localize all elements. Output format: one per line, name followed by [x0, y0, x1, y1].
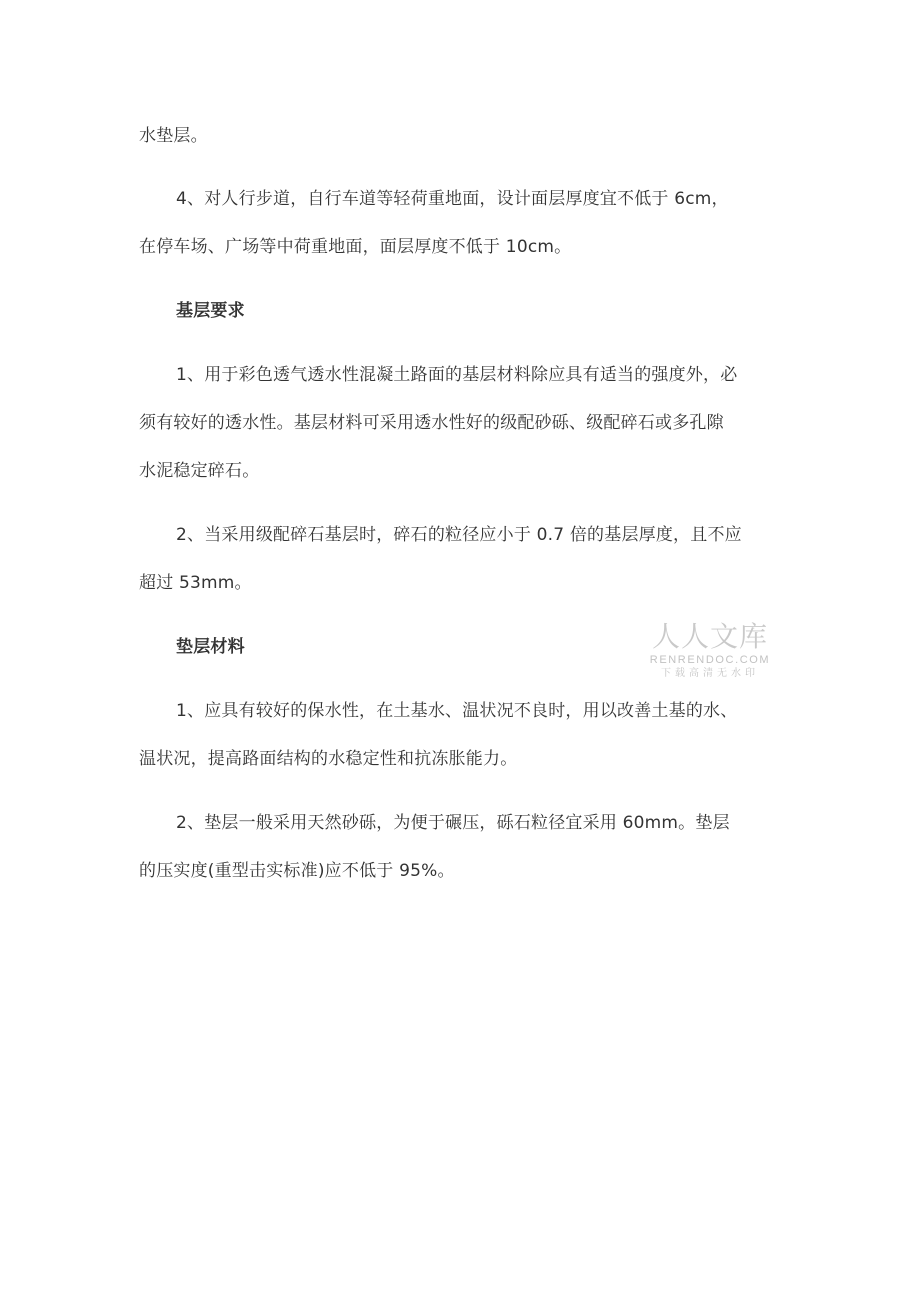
watermark: [647, 620, 773, 681]
watermark-logo: 人人文库: [651, 620, 768, 653]
paragraph-line: 4、对人行步道，自行车道等轻荷重地面，设计面层厚度宜不低于 6cm，: [176, 189, 729, 209]
paragraph-line: 的压实度(重型击实标准)应不低于 95%。: [139, 861, 455, 881]
paragraph-line: 1、用于彩色透气透水性混凝土路面的基层材料除应具有适当的强度外，必: [176, 365, 738, 385]
paragraph-line: 水泥稳定碎石。: [139, 461, 260, 481]
paragraph-line: 2、当采用级配碎石基层时，碎石的粒径应小于 0.7 倍的基层厚度，且不应: [176, 525, 742, 545]
paragraph-line: 在停车场、广场等中荷重地面，面层厚度不低于 10cm。: [139, 237, 572, 257]
watermark-slogan: 下载高清无水印: [661, 668, 759, 679]
paragraph-line: 2、垫层一般采用天然砂砾，为便于碾压，砾石粒径宜采用 60mm。垫层: [176, 813, 730, 833]
paragraph-line: 超过 53mm。: [139, 573, 252, 593]
paragraph-line: 须有较好的透水性。基层材料可采用透水性好的级配砂砾、级配碎石或多孔隙: [139, 413, 724, 433]
paragraph-line: 温状况，提高路面结构的水稳定性和抗冻胀能力。: [139, 749, 518, 769]
watermark-domain: RENRENDOC.COM: [649, 654, 771, 666]
paragraph-line: 水垫层。: [139, 126, 208, 146]
section-heading-cushion-material: 垫层材料: [176, 637, 245, 657]
paragraph-line: 1、应具有较好的保水性，在土基水、温状况不良时，用以改善土基的水、: [176, 701, 738, 721]
section-heading-base-requirements: 基层要求: [176, 301, 245, 321]
